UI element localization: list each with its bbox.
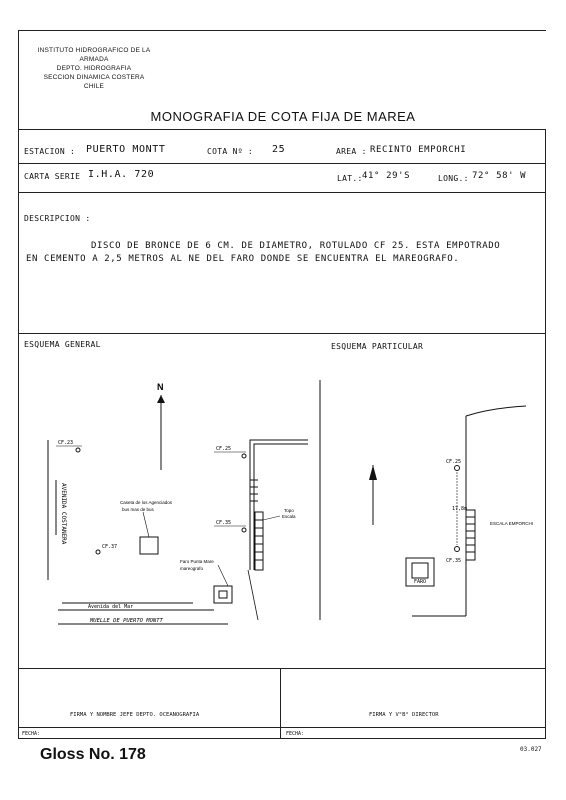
gloss-number: Gloss No. 178 — [40, 746, 146, 763]
faro-label-2: mareografo — [180, 566, 204, 571]
footer-vertical-divider — [280, 668, 281, 739]
cf35-label: CF.35 — [216, 520, 232, 526]
header-line-4: CHILE — [83, 83, 105, 90]
institution-header — [24, 46, 164, 91]
estacion-label: ESTACION : — [24, 147, 76, 156]
fecha-left: FECHA: — [22, 731, 41, 737]
caseta-label-2: bus mas de bus — [122, 507, 154, 512]
cf25-marker — [242, 454, 246, 458]
escala-label: Escala — [282, 514, 296, 519]
cf23-marker — [76, 448, 80, 452]
header-line-2: DEPTO. HIDROGRAFIA — [56, 65, 132, 72]
road-label-vertical: AVENIDA COSTANERA — [60, 483, 67, 545]
faro-building — [214, 586, 232, 603]
particular-north-head — [369, 465, 377, 480]
cf35-marker — [242, 528, 246, 532]
fecha-right: FECHA: — [286, 731, 305, 737]
particular-faro-label: FARO — [414, 579, 427, 585]
director-label: FIRMA Y V°B° DIRECTOR — [369, 712, 439, 718]
divider-row2 — [18, 192, 546, 193]
dock-inner — [254, 444, 308, 448]
particular-cf35-label: CF.35 — [446, 558, 462, 564]
descripcion-line-2: EN CEMENTO A 2,5 METROS AL NE DEL FARO DONDE SE ENCUENTRA EL MAREOGRAFO. — [26, 254, 460, 264]
general-sketch — [18, 340, 318, 650]
firma-label: FIRMA Y NOMBRE JEFE DEPTO. OCEANOGRAFIA — [70, 712, 200, 718]
particular-cf35-marker — [455, 547, 460, 552]
estacion-value: PUERTO MONTT — [86, 144, 166, 155]
cf37-marker — [96, 550, 100, 554]
topo-label: Topo — [284, 508, 294, 513]
area-label: AREA : — [336, 147, 367, 156]
faro-inner — [219, 591, 227, 598]
descripcion-text — [26, 240, 531, 266]
long-label: LONG.: — [438, 174, 469, 183]
cf23-label: CF.23 — [58, 440, 74, 446]
divider-footer — [18, 727, 546, 728]
caseta-label: Caseta de los Agenciados — [120, 500, 173, 505]
north-arrow-head — [157, 395, 165, 403]
cf37-label: CF.37 — [102, 544, 118, 550]
esquema-particular-label: ESQUEMA PARTICULAR — [331, 342, 424, 351]
particular-escala-label: ESCALA EMPORCHI — [490, 521, 534, 526]
faro-label: Faro Punta Mare — [180, 559, 214, 564]
descripcion-label: DESCRIPCION : — [24, 214, 91, 223]
cota-value: 25 — [272, 144, 286, 155]
form-code: 03.027 — [520, 746, 542, 753]
divider-sketch — [18, 668, 546, 669]
lat-value: 41° 29'S — [362, 171, 411, 181]
header-top-line — [18, 30, 546, 31]
distance-label: 17,8m — [452, 506, 468, 512]
descripcion-line-1: DISCO DE BRONCE DE 6 CM. DE DIAMETRO, ROTULADO CF 25. ESTA EMPOTRADO — [91, 241, 501, 251]
caseta-building — [140, 537, 158, 554]
particular-sketch — [316, 370, 546, 630]
divider-desc — [18, 333, 546, 334]
header-line-3: SECCION DINAMICA COSTERA — [43, 74, 145, 81]
particular-cf25-label: CF.25 — [446, 459, 462, 465]
header-line-1: INSTITUTO HIDROGRAFICO DE LA ARMADA — [37, 47, 151, 63]
north-label: N — [157, 382, 164, 392]
cf25-label: CF.25 — [216, 446, 232, 452]
particular-faro-inner — [412, 563, 428, 578]
lat-label: LAT.: — [337, 174, 363, 183]
carta-value: I.H.A. 720 — [88, 169, 155, 180]
particular-cf25-marker — [455, 466, 460, 471]
avenue-label-top: Avenida del Mar — [88, 604, 134, 610]
cota-label: COTA Nº : — [207, 147, 254, 156]
dock-stairs — [250, 480, 263, 570]
area-value: RECINTO EMPORCHI — [370, 145, 467, 155]
long-value: 72° 58' W — [472, 171, 527, 181]
avenue-label: MUELLE DE PUERTO MONTT — [90, 618, 163, 624]
document-title: MONOGRAFIA DE COTA FIJA DE MAREA — [150, 109, 416, 124]
particular-curve — [466, 406, 526, 416]
esquema-general-label: ESQUEMA GENERAL — [24, 340, 101, 349]
particular-stairs — [466, 510, 475, 560]
divider-row1 — [18, 163, 546, 164]
carta-label: CARTA SERIE — [24, 172, 81, 181]
